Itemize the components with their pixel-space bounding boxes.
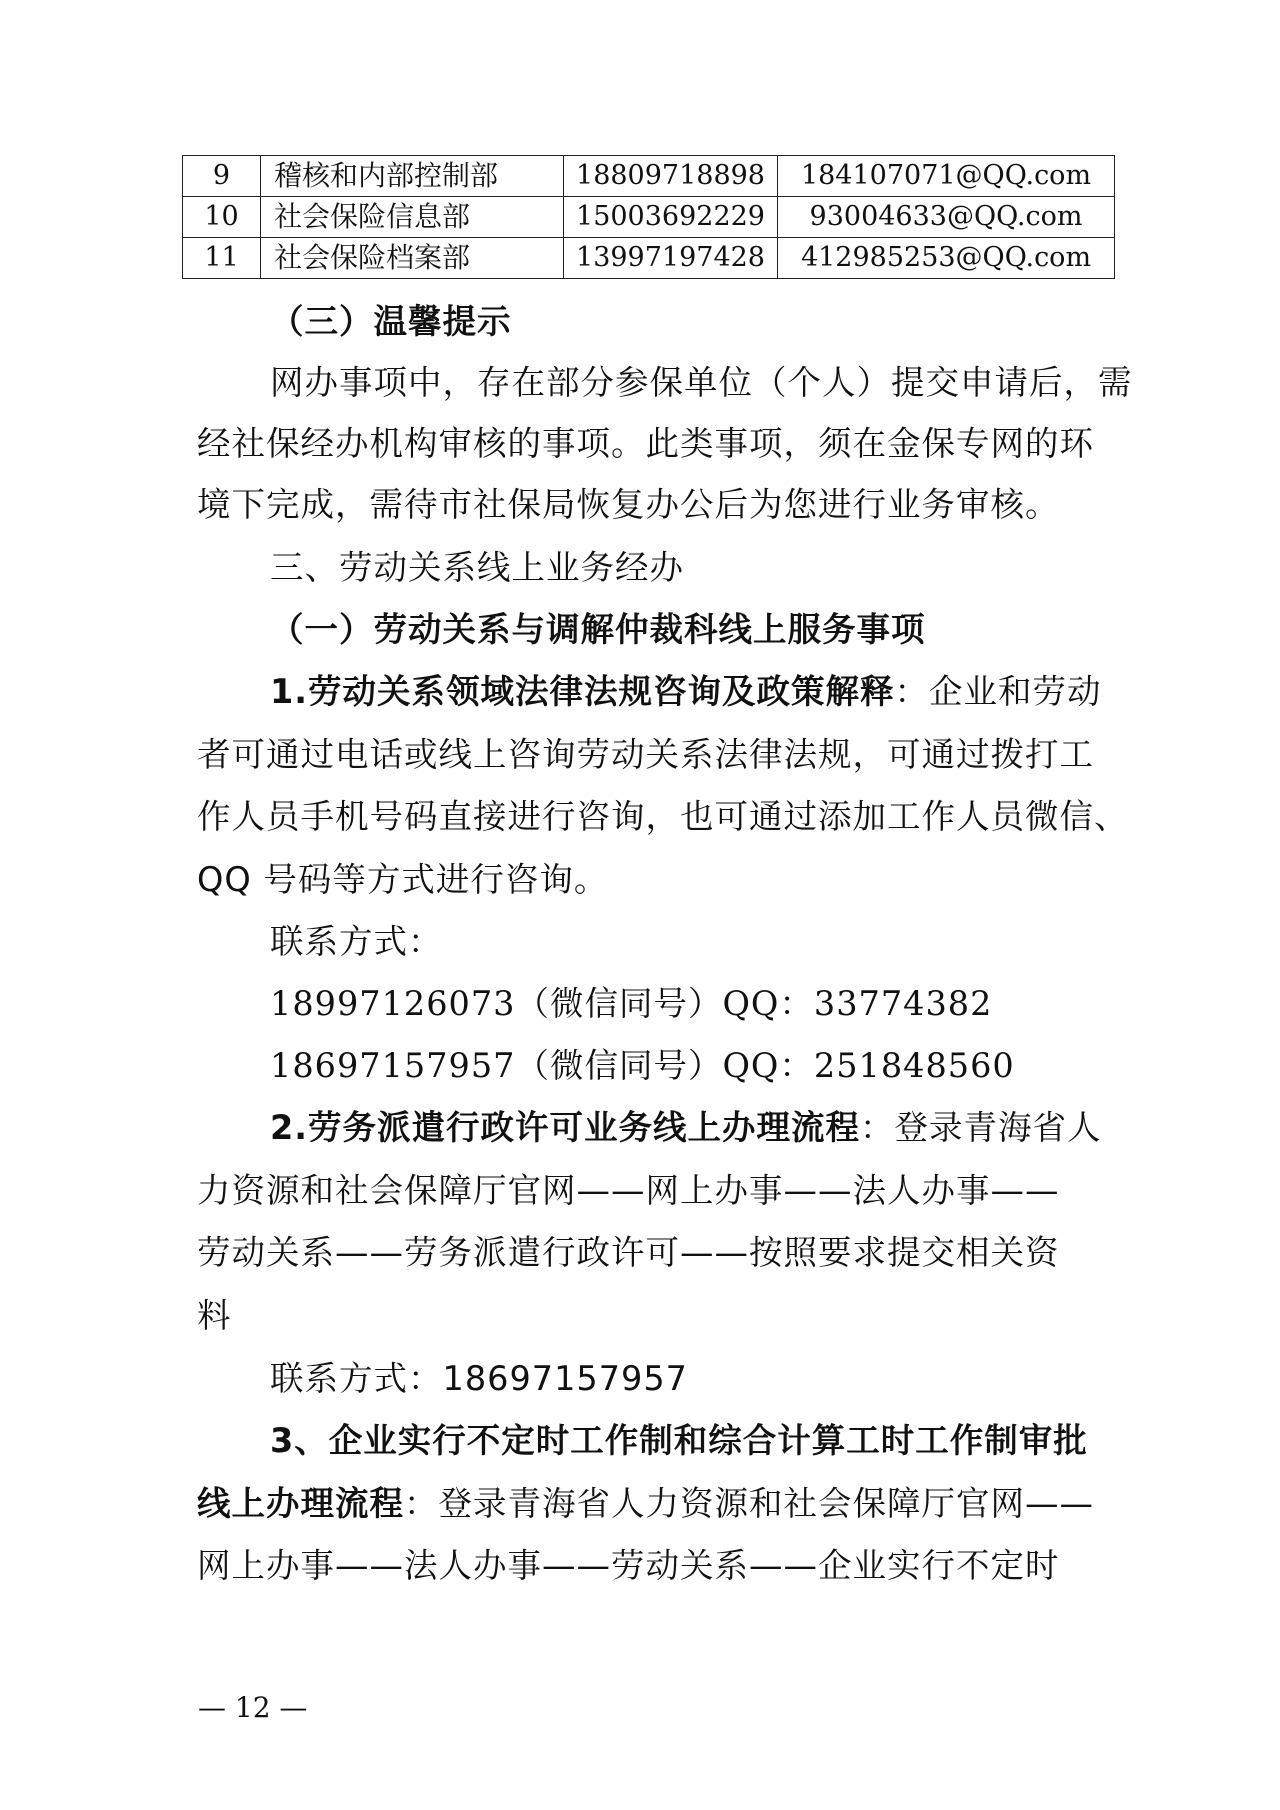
table-row bbox=[183, 238, 1115, 279]
item2-line-3: 劳动关系——劳务派遣行政许可——按照要求提交相关资 bbox=[197, 1233, 1060, 1272]
item2-title: 2.劳务派遣行政许可业务线上办理流程 bbox=[270, 1108, 861, 1147]
item1-line-4: QQ 号码等方式进行咨询。 bbox=[197, 860, 609, 899]
item1-line-1 bbox=[270, 670, 1102, 714]
email-cell: 412985253@QQ.com bbox=[778, 238, 1115, 279]
phone-cell: 18809718898 bbox=[564, 156, 778, 197]
page-number: — 12 — bbox=[198, 1691, 308, 1724]
tips-line-2: 经社保经办机构审核的事项。此类事项，须在金保专网的环 bbox=[197, 424, 1094, 463]
item3-title-2: 线上办理流程 bbox=[197, 1484, 404, 1523]
contact-table-body bbox=[183, 156, 1115, 279]
contact-line-3: 联系方式：18697157957 bbox=[270, 1359, 688, 1398]
item1-title: 1.劳动关系领域法律法规咨询及政策解释 bbox=[270, 672, 895, 711]
phone-cell: 15003692229 bbox=[564, 197, 778, 238]
item1-line-3: 作人员手机号码直接进行咨询，也可通过添加工作人员微信、 bbox=[197, 797, 1129, 836]
item1-rest: ：企业和劳动 bbox=[894, 672, 1102, 711]
row-number-cell: 10 bbox=[183, 197, 261, 238]
email-cell: 184107071@QQ.com bbox=[778, 156, 1115, 197]
item3-line-1: 3、企业实行不定时工作制和综合计算工时工作制审批 bbox=[270, 1421, 1088, 1460]
heading-labor: 三、劳动关系线上业务经办 bbox=[270, 548, 684, 587]
item2-line-4: 料 bbox=[197, 1296, 232, 1335]
item2-rest: ：登录青海省人 bbox=[860, 1108, 1102, 1147]
phone-cell: 13997197428 bbox=[564, 238, 778, 279]
item2-line-1 bbox=[270, 1106, 1102, 1150]
contact-line-1: 18997126073（微信同号）QQ：33774382 bbox=[270, 984, 993, 1023]
heading-tips: （三）温馨提示 bbox=[270, 302, 512, 341]
item1-line-2: 者可通过电话或线上咨询劳动关系法律法规，可通过拨打工 bbox=[197, 735, 1094, 774]
department-cell: 社会保险信息部 bbox=[261, 197, 564, 238]
tips-line-1: 网办事项中，存在部分参保单位（个人）提交申请后，需 bbox=[270, 363, 1133, 402]
contact-table bbox=[182, 155, 1115, 279]
item2-line-2: 力资源和社会保障厅官网——网上办事——法人办事—— bbox=[197, 1171, 1060, 1210]
item3-line-2 bbox=[197, 1482, 1094, 1526]
row-number-cell: 9 bbox=[183, 156, 261, 197]
item3-line-3: 网上办事——法人办事——劳动关系——企业实行不定时 bbox=[197, 1546, 1060, 1585]
tips-line-3: 境下完成，需待市社保局恢复办公后为您进行业务审核。 bbox=[197, 485, 1060, 524]
table-row bbox=[183, 197, 1115, 238]
department-cell: 稽核和内部控制部 bbox=[261, 156, 564, 197]
contact-label-1: 联系方式： bbox=[270, 922, 443, 961]
email-cell: 93004633@QQ.com bbox=[778, 197, 1115, 238]
item3-rest: ：登录青海省人力资源和社会保障厅官网—— bbox=[404, 1484, 1094, 1523]
department-cell: 社会保险档案部 bbox=[261, 238, 564, 279]
heading-labor-sub: （一）劳动关系与调解仲裁科线上服务事项 bbox=[270, 610, 926, 649]
contact-line-2: 18697157957（微信同号）QQ：251848560 bbox=[270, 1046, 1015, 1085]
row-number-cell: 11 bbox=[183, 238, 261, 279]
table-row bbox=[183, 156, 1115, 197]
